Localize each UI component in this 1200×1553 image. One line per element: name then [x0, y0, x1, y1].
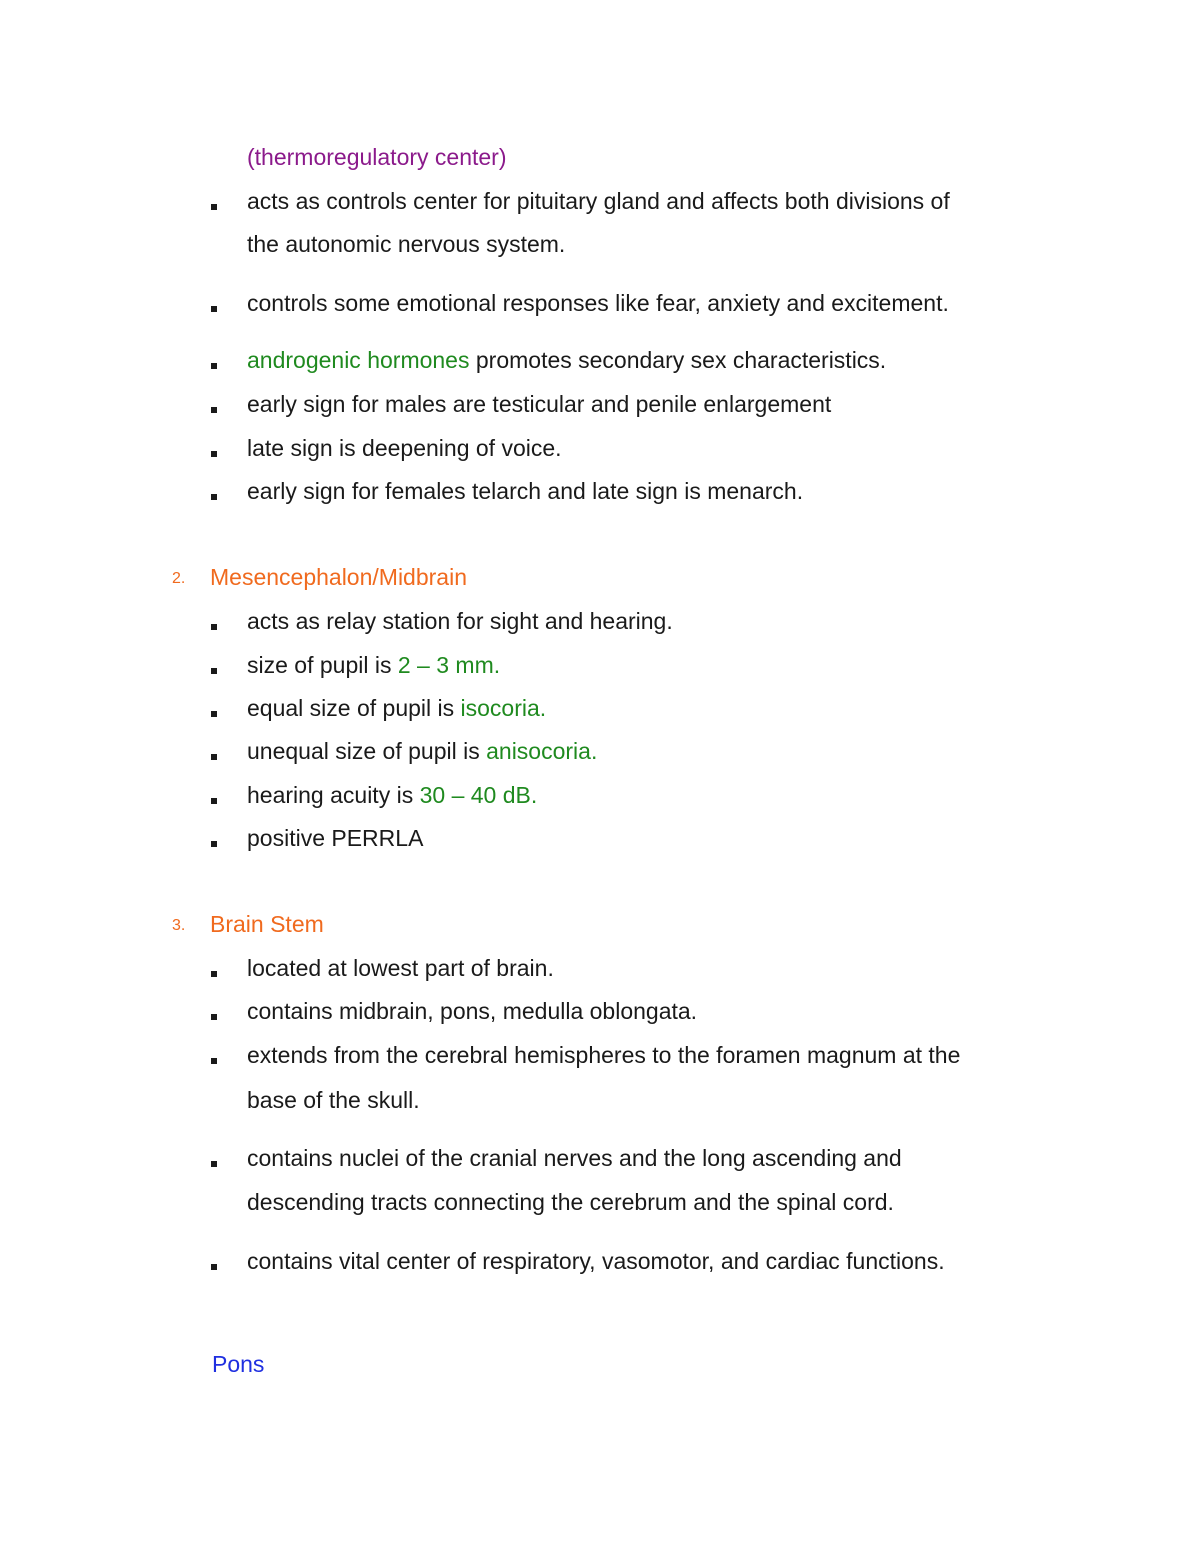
bullet-text: extends from the cerebral hemispheres to the foramen magnum at the	[247, 1042, 961, 1068]
bullet-text: acts as controls center for pituitary gland and affects both divisions of	[247, 188, 950, 214]
bullet-text: positive PERRLA	[247, 825, 424, 851]
bullet-text: acts as relay station for sight and hearing.	[247, 608, 673, 634]
bullet-marker	[211, 841, 217, 847]
bullet-text-prefix: unequal size of pupil is	[247, 738, 487, 764]
bullet-text	[247, 737, 597, 765]
bullet-text	[247, 346, 886, 374]
section-heading-brain-stem: Brain Stem	[210, 911, 324, 937]
thermoregulatory-note: (thermoregulatory center)	[247, 144, 507, 170]
bullet-text-continued: the autonomic nervous system.	[247, 231, 566, 257]
bullet-marker	[211, 971, 217, 977]
bullet-marker	[211, 363, 217, 369]
bullet-text: contains midbrain, pons, medulla oblongata.	[247, 998, 698, 1024]
bullet-marker	[211, 204, 217, 210]
bullet-marker	[211, 1014, 217, 1020]
bullet-marker	[211, 754, 217, 760]
section-heading-midbrain: Mesencephalon/Midbrain	[210, 564, 467, 590]
bullet-marker	[211, 407, 217, 413]
hearing-acuity-value: 30 – 40 dB.	[419, 782, 538, 808]
bullet-text-prefix: equal size of pupil is	[247, 695, 461, 721]
bullet-text-continued: base of the skull.	[247, 1087, 420, 1113]
bullet-marker	[211, 1058, 217, 1064]
section-number: 3.	[172, 917, 186, 934]
bullet-marker	[211, 711, 217, 717]
bullet-text: contains nuclei of the cranial nerves and the long ascending and	[247, 1145, 902, 1171]
bullet-text	[247, 651, 500, 679]
bullet-marker	[211, 306, 217, 312]
bullet-text: late sign is deepening of voice.	[247, 435, 562, 461]
isocoria-term: isocoria.	[460, 695, 547, 721]
bullet-marker	[211, 451, 217, 457]
bullet-text: early sign for males are testicular and penile enlargement	[247, 391, 832, 417]
bullet-marker	[211, 494, 217, 500]
bullet-text: located at lowest part of brain.	[247, 955, 554, 981]
bullet-marker	[211, 1264, 217, 1270]
bullet-text: early sign for females telarch and late sign is menarch.	[247, 478, 804, 504]
bullet-marker	[211, 668, 217, 674]
bullet-text-prefix: hearing acuity is	[247, 782, 420, 808]
bullet-text-continued: descending tracts connecting the cerebrum and the spinal cord.	[247, 1189, 894, 1215]
bullet-marker	[211, 1161, 217, 1167]
bullet-text: contains vital center of respiratory, vasomotor, and cardiac functions.	[247, 1248, 945, 1274]
bullet-marker	[211, 624, 217, 630]
pupil-size-value: 2 – 3 mm.	[397, 652, 501, 678]
bullet-text	[247, 781, 537, 809]
anisocoria-term: anisocoria.	[486, 738, 598, 764]
androgenic-hormones-highlight: androgenic hormones	[247, 347, 470, 373]
bullet-text-rest: promotes secondary sex characteristics.	[469, 347, 887, 373]
bullet-text-prefix: size of pupil is	[247, 652, 398, 678]
section-number: 2.	[172, 570, 186, 587]
bullet-text: controls some emotional responses like fear, anxiety and excitement.	[247, 290, 949, 316]
bullet-text	[247, 694, 546, 722]
subheading-pons: Pons	[212, 1351, 265, 1377]
bullet-marker	[211, 798, 217, 804]
